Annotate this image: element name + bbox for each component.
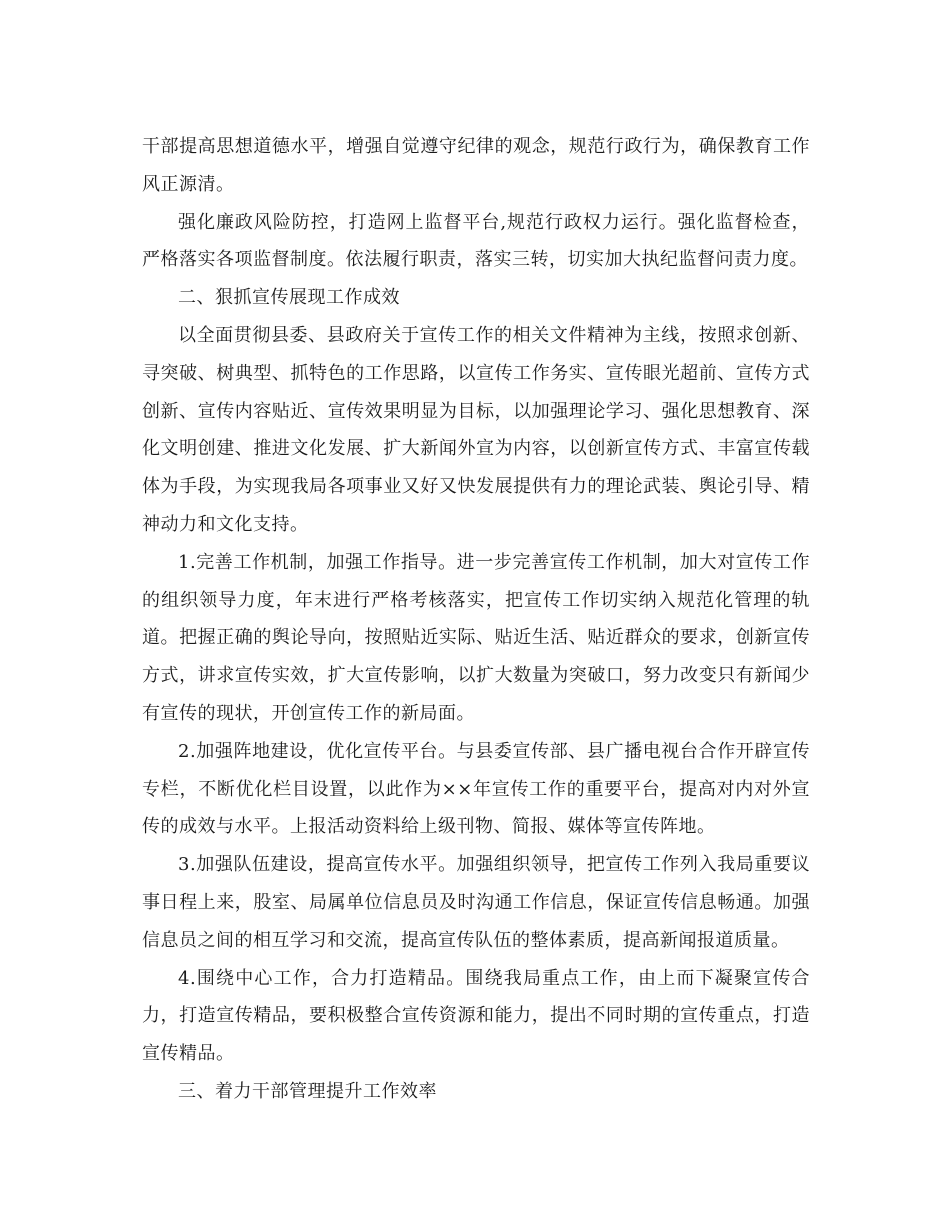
paragraph-item-1: 1.完善工作机制，加强工作指导。进一步完善宣传工作机制，加大对宣传工作的组织领导力度，年末进行严格考核落实，把宣传工作切实纳入规范化管理的轨道。把握正确的舆论导向，按照贴近实际、贴近生活、贴近群众的要求，创新宣传方式，讲求宣传实效，扩大宣传影响，以扩大数量为突破口，努力改变只有新闻少有宣传的现状，开创宣传工作的新局面。 [142, 551, 810, 724]
section-heading-publicity: 二、狠抓宣传展现工作成效 [178, 287, 400, 309]
section-heading-cadre-management: 三、着力干部管理提升工作效率 [178, 1080, 437, 1102]
paragraph-continuation: 干部提高思想道德水平，增强自觉遵守纪律的观念，规范行政行为，确保教育工作风正源清。 [142, 136, 810, 195]
document-page [142, 128, 810, 1111]
paragraph-publicity-overview: 以全面贯彻县委、县政府关于宣传工作的相关文件精神为主线，按照求创新、寻突破、树典型、抓特色的工作思路，以宣传工作务实、宣传眼光超前、宣传方式创新、宣传内容贴近、宣传效果明显为目标，以加强理论学习、强化思想教育、深化文明创建、推进文化发展、扩大新闻外宣为内容，以创新宣传方式、丰富宣传载体为手段，为实现我局各项事业又好又快发展提供有力的理论武装、舆论引导、精神动力和文化支持。 [142, 324, 810, 535]
paragraph-item-4: 4.围绕中心工作，合力打造精品。围绕我局重点工作，由上而下凝聚宣传合力，打造宣传精品，要积极整合宣传资源和能力，提出不同时期的宣传重点，打造宣传精品。 [142, 967, 810, 1065]
paragraph-integrity-control: 强化廉政风险防控，打造网上监督平台,规范行政权力运行。强化监督检查，严格落实各项监督制度。依法履行职责，落实三转，切实加大执纪监督问责力度。 [142, 211, 810, 271]
paragraph-item-3: 3.加强队伍建设，提高宣传水平。加强组织领导，把宣传工作列入我局重要议事日程上来，股室、局属单位信息员及时沟通工作信息，保证宣传信息畅通。加强信息员之间的相互学习和交流，提高宣传队伍的整体素质，提高新闻报道质量。 [142, 854, 810, 951]
paragraph-item-2: 2.加强阵地建设，优化宣传平台。与县委宣传部、县广播电视台合作开辟宣传专栏，不断优化栏目设置，以此作为××年宣传工作的重要平台，提高对内对外宣传的成效与水平。上报活动资料给上级刊物、简报、媒体等宣传阵地。 [142, 740, 810, 838]
